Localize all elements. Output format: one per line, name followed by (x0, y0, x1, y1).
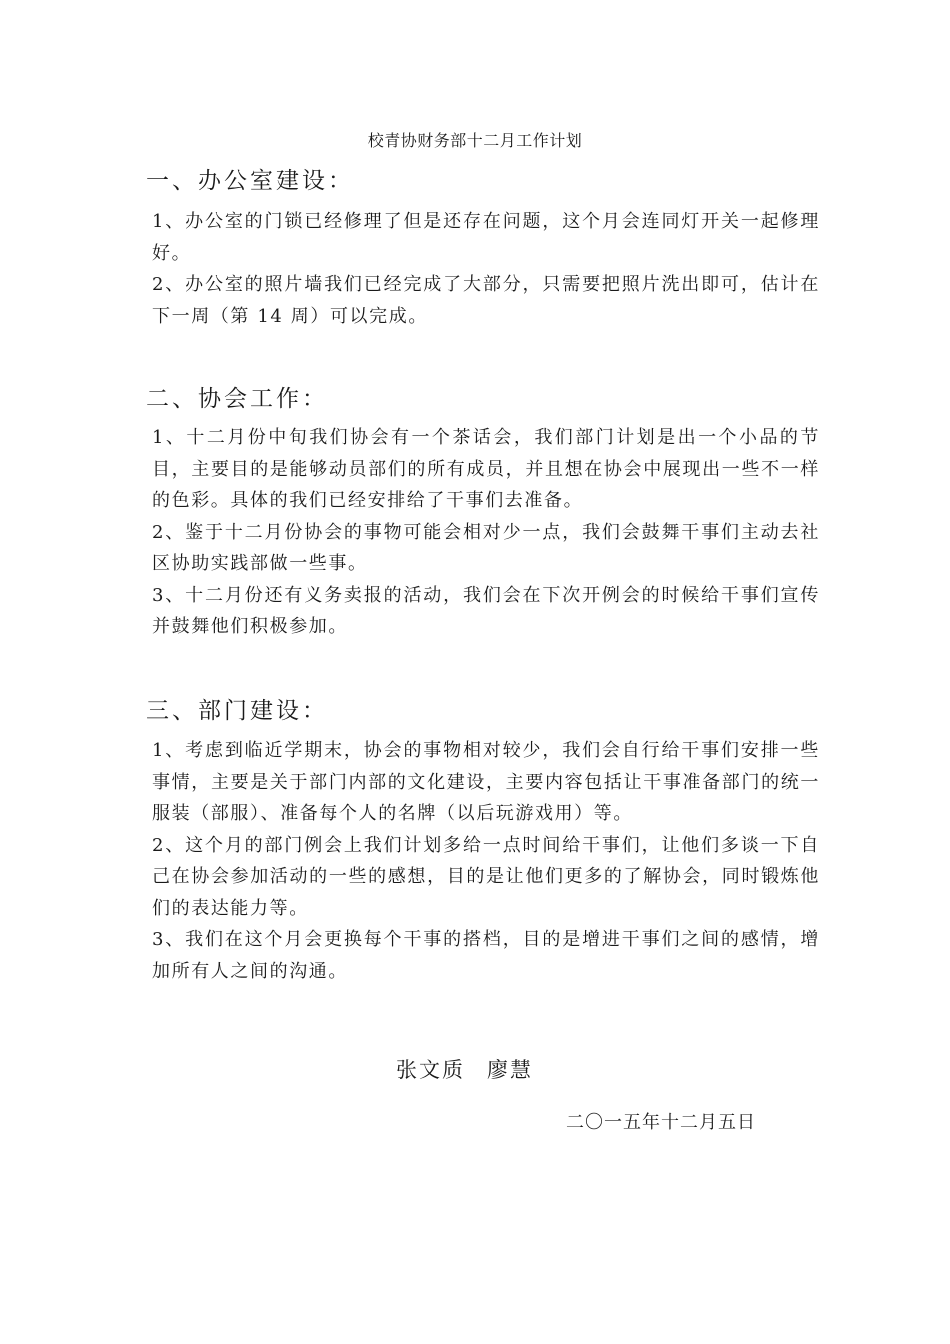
document-title: 校青协财务部十二月工作计划 (367, 131, 583, 150)
list-item: 1、办公室的门锁已经修理了但是还存在问题，这个月会连同灯开关一起修理好。 (152, 211, 820, 264)
section-body-office (152, 206, 820, 332)
list-item: 2、鉴于十二月份协会的事物可能会相对少一点，我们会鼓舞干事们主动去社区协助实践部做一些事。 (152, 521, 820, 574)
section-heading-department: 三、部门建设： (146, 698, 328, 724)
section-heading-association: 二、协会工作： (146, 386, 328, 412)
signer-name: 廖慧 (487, 1058, 533, 1082)
section-body-association (152, 422, 820, 643)
signer-name: 张文质 (396, 1058, 465, 1082)
list-item: 3、十二月份还有义务卖报的活动，我们会在下次开例会的时候给干事们宣传并鼓舞他们积极参加。 (152, 584, 820, 637)
list-item: 1、考虑到临近学期末，协会的事物相对较少，我们会自行给干事们安排一些事情，主要是关于部门内部的文化建设，主要内容包括让干事准备部门的统一服装（部服）、准备每个人的名牌（以后玩游戏用）等。 (152, 740, 820, 824)
signer-names (396, 1054, 533, 1084)
section-body-department (152, 735, 820, 987)
list-item: 2、办公室的照片墙我们已经完成了大部分，只需要把照片洗出即可，估计在下一周（第 14 周）可以完成。 (152, 274, 820, 327)
list-item: 3、我们在这个月会更换每个干事的搭档，目的是增进干事们之间的感情，增加所有人之间的沟通。 (152, 929, 820, 982)
list-item: 2、这个月的部门例会上我们计划多给一点时间给干事们，让他们多谈一下自己在协会参加活动的一些的感想，目的是让他们更多的了解协会，同时锻炼他们的表达能力等。 (152, 834, 820, 919)
signature-date: 二〇一五年十二月五日 (566, 1112, 756, 1133)
list-item: 1、十二月份中旬我们协会有一个茶话会，我们部门计划是出一个小品的节目，主要目的是能够动员部们的所有成员，并且想在协会中展现出一些不一样的色彩。具体的我们已经安排给了干事们去准备。 (152, 427, 820, 511)
section-heading-office: 一、办公室建设： (146, 168, 354, 194)
